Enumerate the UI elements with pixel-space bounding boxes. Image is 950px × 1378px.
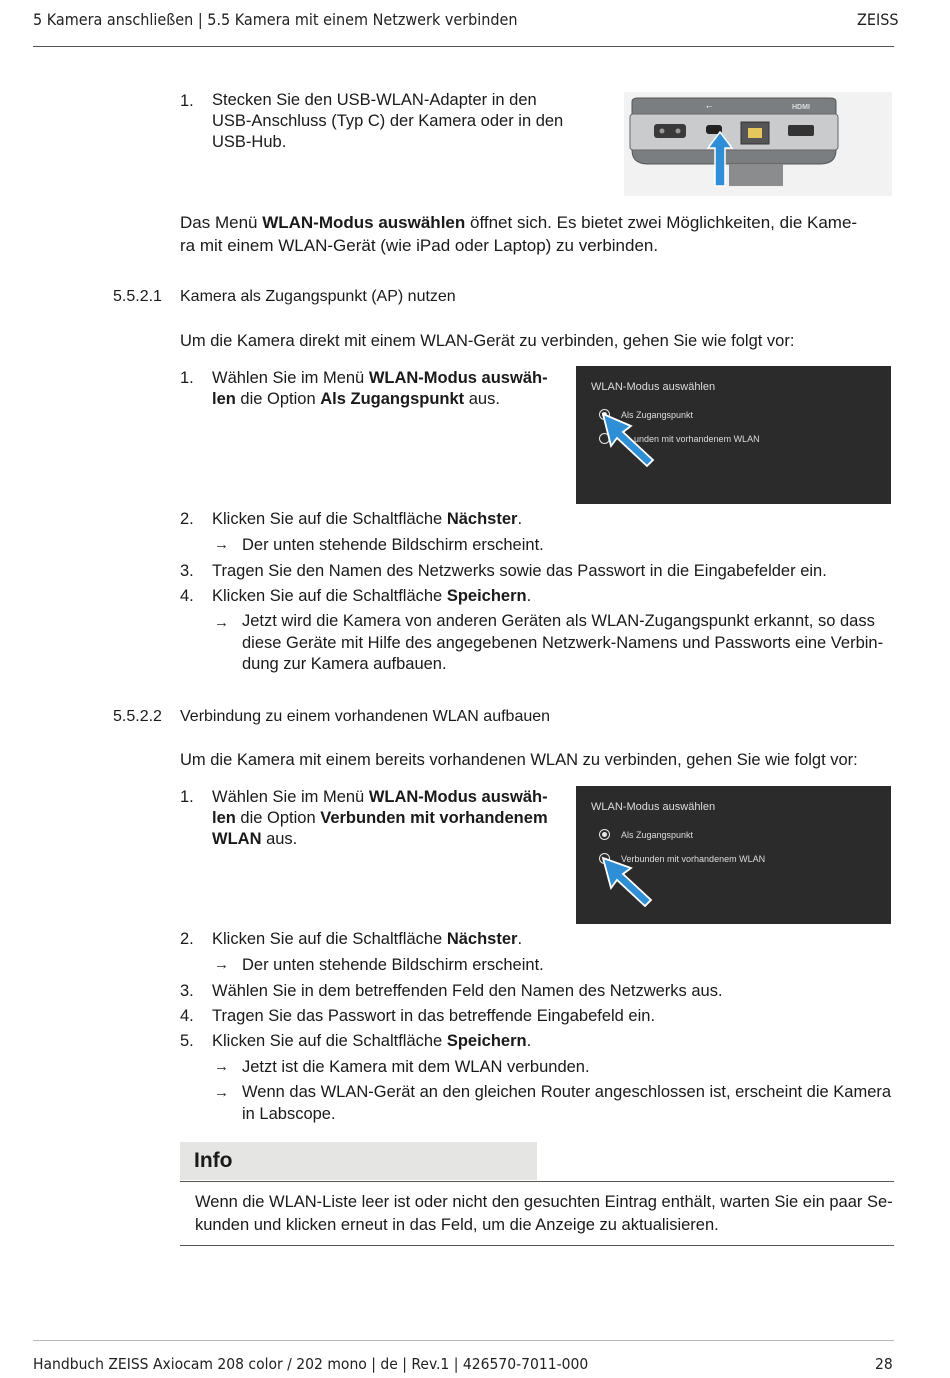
header-brand: ZEISS bbox=[857, 10, 899, 29]
section-intro: Um die Kamera mit einem bereits vorhandenen WLAN zu verbinden, gehen Sie wie folgt vor: bbox=[180, 751, 858, 769]
radio-label: unden mit vorhandenem WLAN bbox=[634, 434, 760, 444]
radio-label: Als Zugangspunkt bbox=[621, 830, 694, 840]
usb-step-line: USB-Hub. bbox=[212, 133, 287, 151]
usb-step-line: Stecken Sie den USB-WLAN-Adapter in den bbox=[212, 91, 537, 109]
result-arrow-icon: → bbox=[214, 956, 229, 973]
pointer-arrow-icon bbox=[601, 856, 661, 908]
result-text: Der unten stehende Bildschirm erscheint. bbox=[242, 536, 544, 554]
result-arrow-icon: → bbox=[214, 536, 229, 553]
menu-intro-paragraph: Das Menü WLAN-Modus auswählen öffnet sich. Es bietet zwei Möglichkeiten, die Kame- ra mit einem WLAN-Gerät (wie iPad oder Laptop) zu verbinden. bbox=[180, 213, 858, 255]
result-arrow-icon: → bbox=[214, 614, 229, 631]
wlan-mode-screen-existing bbox=[576, 786, 891, 924]
step-number: 1. bbox=[180, 92, 194, 110]
section-number: 5.5.2.2 bbox=[113, 708, 162, 725]
page-header-breadcrumb: 5 Kamera anschließen | 5.5 Kamera mit einem Netzwerk verbinden bbox=[33, 10, 518, 29]
info-top-rule bbox=[180, 1181, 894, 1182]
info-box-header bbox=[180, 1142, 537, 1180]
hdmi-label: HDMI bbox=[792, 104, 810, 111]
screen-title: WLAN-Modus auswählen bbox=[591, 801, 716, 813]
section-title: Verbindung zu einem vorhandenen WLAN aufbauen bbox=[180, 708, 551, 725]
radio-access-point[interactable] bbox=[599, 829, 610, 840]
info-bottom-rule bbox=[180, 1245, 894, 1246]
info-text: Wenn die WLAN-Liste leer ist oder nicht den gesuchten Eintrag enthält, warten Sie ein paar Se- kunden und klicken erneut in das Feld, um die Anzeige zu aktualisieren. bbox=[195, 1193, 893, 1234]
screen-title: WLAN-Modus auswählen bbox=[591, 381, 716, 393]
info-title: Info bbox=[194, 1149, 233, 1172]
result-text-block: Jetzt wird die Kamera von anderen Geräten als WLAN-Zugangspunkt erkannt, so dass diese Geräte mit Hilfe des angegebenen Netzwerk-Namens und Passworts eine Verbin- dung zur Kamera aufbauen. bbox=[242, 612, 884, 673]
result-text: Der unten stehende Bildschirm erscheint. bbox=[242, 956, 544, 974]
result-text: Jetzt ist die Kamera mit dem WLAN verbunden. bbox=[242, 1058, 590, 1076]
section-intro: Um die Kamera direkt mit einem WLAN-Gerät zu verbinden, gehen Sie wie folgt vor: bbox=[180, 332, 795, 350]
footer-text: Handbuch ZEISS Axiocam 208 color / 202 mono | de | Rev.1 | 426570-7011-000 bbox=[33, 1355, 589, 1373]
pointer-arrow-icon bbox=[601, 412, 661, 467]
result-arrow-icon: → bbox=[214, 1058, 229, 1075]
header-rule bbox=[33, 46, 894, 47]
result-text-block: Wenn das WLAN-Gerät an den gleichen Router angeschlossen ist, erscheint die Kamera in Labscope. bbox=[242, 1083, 892, 1123]
section-title: Kamera als Zugangspunkt (AP) nutzen bbox=[180, 288, 456, 305]
camera-usb-illustration bbox=[624, 92, 892, 196]
svg-text:⭠: ⭠ bbox=[706, 102, 713, 111]
radio-label: Verbunden mit vorhandenem WLAN bbox=[621, 854, 766, 864]
section-number: 5.5.2.1 bbox=[113, 288, 162, 305]
usb-step-line: USB-Anschluss (Typ C) der Kamera oder in den bbox=[212, 112, 564, 130]
radio-label: Als Zugangspunkt bbox=[621, 410, 694, 420]
page-number: 28 bbox=[875, 1355, 893, 1373]
wlan-mode-screen-ap bbox=[576, 366, 891, 504]
footer-rule bbox=[33, 1340, 894, 1341]
result-arrow-icon: → bbox=[214, 1084, 229, 1101]
